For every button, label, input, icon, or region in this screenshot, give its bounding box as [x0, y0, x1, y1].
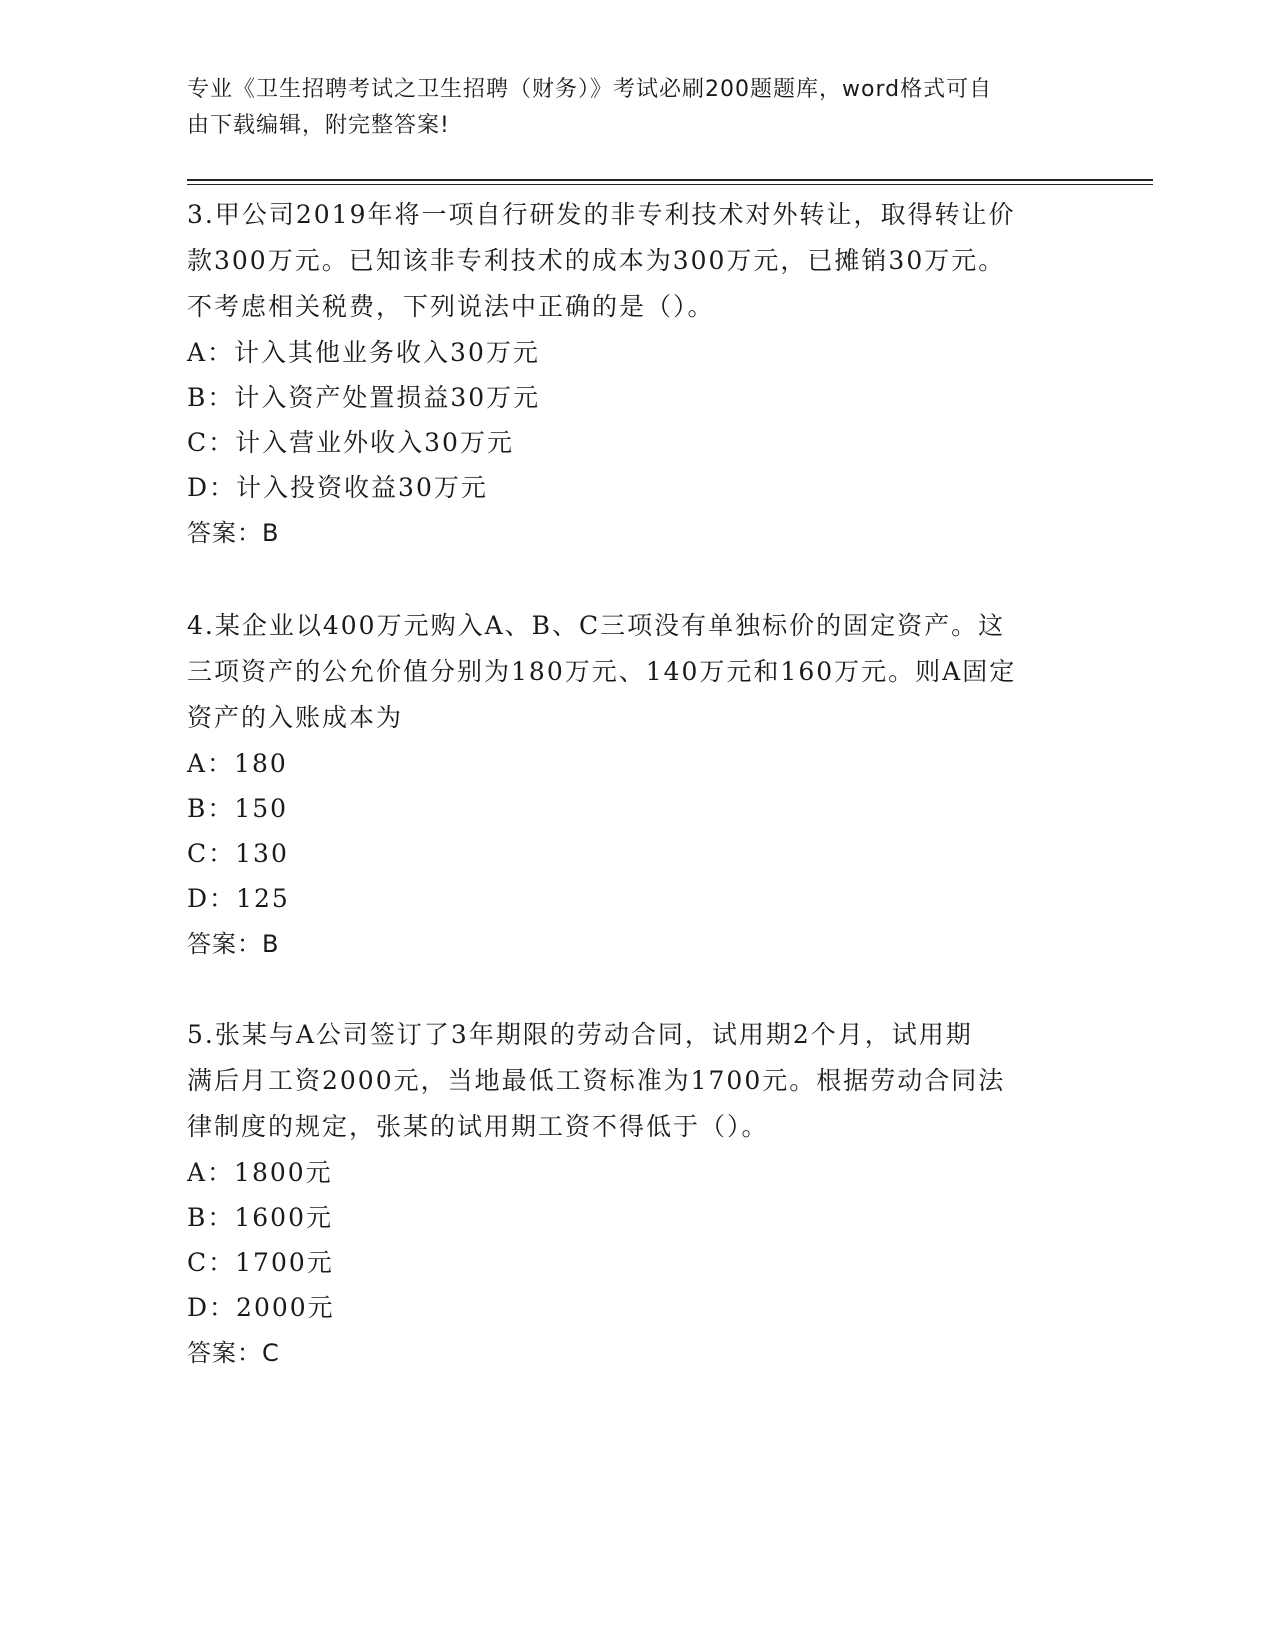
question-stem	[187, 1012, 1087, 1150]
header-line-2: 由下载编辑，附完整答案!	[187, 113, 450, 138]
header-line-1: 专业《卫生招聘考试之卫生招聘（财务）》考试必刷200题题库，word格式可自	[187, 77, 993, 102]
option-b: B：1600元	[187, 1203, 333, 1232]
question-stem-line: 三项资产的公允价值分别为180万元、140万元和160万元。则A固定	[187, 657, 1017, 686]
question-stem	[187, 192, 1087, 330]
question-stem-line: 律制度的规定，张某的试用期工资不得低于（）。	[187, 1112, 769, 1141]
question-stem-line: 3.甲公司2019年将一项自行研发的非专利技术对外转让，取得转让价	[187, 200, 1016, 229]
option-c: C：130	[187, 839, 289, 868]
option-a: A：计入其他业务收入30万元	[187, 338, 540, 367]
question-stem-line: 满后月工资2000元，当地最低工资标准为1700元。根据劳动合同法	[187, 1066, 1006, 1095]
question-stem	[187, 603, 1087, 741]
question-stem-line: 款300万元。已知该非专利技术的成本为300万元，已摊销30万元。	[187, 246, 1006, 275]
option-b: B：150	[187, 794, 289, 823]
question-stem-line: 4.某企业以400万元购入A、B、C三项没有单独标价的固定资产。这	[187, 611, 1006, 640]
question-stem-line: 资产的入账成本为	[187, 703, 404, 732]
header-divider-thick	[187, 179, 1153, 181]
option-d: D：2000元	[187, 1293, 335, 1322]
option-c: C：1700元	[187, 1248, 334, 1277]
header-divider-thin	[187, 184, 1153, 185]
option-a: A：180	[187, 749, 288, 778]
answer-line: 答案：B	[187, 930, 280, 958]
document-header	[187, 72, 1077, 144]
option-b: B：计入资产处置损益30万元	[187, 383, 541, 412]
option-a: A：1800元	[187, 1158, 333, 1187]
option-c: C：计入营业外收入30万元	[187, 428, 514, 457]
answer-line: 答案：B	[187, 519, 280, 547]
question-stem-line: 不考虑相关税费，下列说法中正确的是（）。	[187, 292, 715, 321]
question-block	[187, 192, 1087, 556]
question-block	[187, 603, 1087, 967]
option-d: D：125	[187, 884, 290, 913]
question-stem-line: 5.张某与A公司签订了3年期限的劳动合同，试用期2个月，试用期	[187, 1020, 973, 1049]
answer-line: 答案：C	[187, 1339, 280, 1367]
option-d: D：计入投资收益30万元	[187, 473, 488, 502]
question-block	[187, 1012, 1087, 1376]
